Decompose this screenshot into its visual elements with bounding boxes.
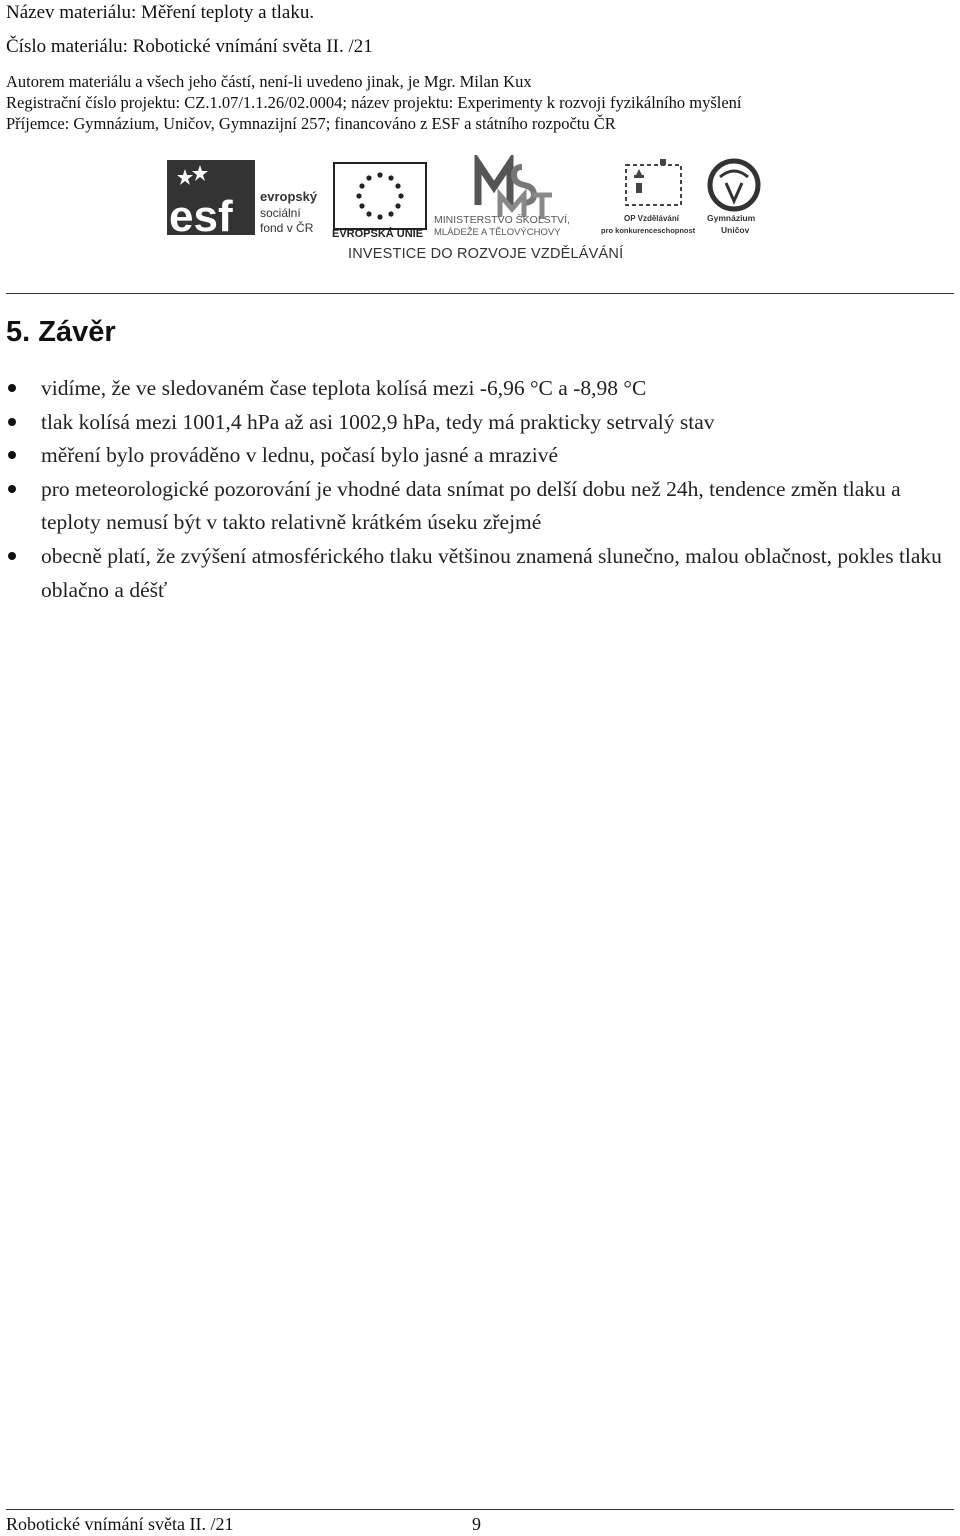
esf-logo bbox=[167, 160, 318, 241]
list-item-text: pro meteorologické pozorování je vhodné data snímat po delší dobu než 24h, tendence změn tlaku a teploty nemusí být v takto relativně krátkém úseku zřejmé bbox=[41, 476, 901, 535]
bullet-icon bbox=[8, 485, 16, 493]
list-item-text: měření bylo prováděno v lednu, počasí bylo jasné a mrazivé bbox=[41, 443, 559, 468]
list-item bbox=[0, 406, 960, 440]
msmt-text-2: MLÁDEŽE A TĚLOVÝCHOVY bbox=[434, 227, 561, 238]
material-name: Název materiálu: Měření teploty a tlaku. bbox=[6, 2, 315, 23]
material-number: Číslo materiálu: Robotické vnímání světa II. /21 bbox=[6, 36, 373, 57]
op-text-2: pro konkurenceschopnost bbox=[601, 226, 696, 235]
gymnazium-logo bbox=[707, 161, 758, 235]
author-line: Autorem materiálu a všech jeho částí, není-li uvedeno jinak, je Mgr. Milan Kux bbox=[6, 72, 532, 91]
eu-text: EVROPSKÁ UNIE bbox=[332, 228, 424, 240]
msmt-logo bbox=[434, 163, 570, 238]
page-number: 9 bbox=[472, 1514, 481, 1534]
bullet-icon bbox=[8, 418, 16, 426]
gym-text-2: Uničov bbox=[721, 225, 750, 235]
esf-text-3: fond v ČR bbox=[260, 221, 314, 235]
logo-caption: INVESTICE DO ROZVOJE VZDĚLÁVÁNÍ bbox=[348, 246, 624, 262]
registration-line: Registrační číslo projektu: CZ.1.07/1.1.26/02.0004; název projektu: Experimenty k rozvoji fyzikálního myšlení bbox=[6, 93, 742, 112]
svg-text:esf: esf bbox=[169, 192, 233, 241]
msmt-text-1: MINISTERSTVO ŠKOLSTVÍ, bbox=[434, 214, 570, 226]
bullet-icon bbox=[8, 451, 16, 459]
esf-text-1: evropský bbox=[260, 189, 318, 204]
section-title: 5. Závěr bbox=[6, 316, 116, 348]
list-item-text: obecně platí, že zvýšení atmosférického tlaku většinou znamená slunečno, malou oblačnost, pokles tlaku oblačno a déšť bbox=[41, 543, 942, 602]
list-item bbox=[0, 540, 960, 607]
conclusion-list bbox=[0, 372, 960, 607]
eu-flag-logo bbox=[332, 163, 426, 240]
list-item-text: tlak kolísá mezi 1001,4 hPa až asi 1002,9 hPa, tedy má prakticky setrvalý stav bbox=[41, 409, 715, 434]
bullet-icon bbox=[8, 384, 16, 392]
list-item-text: vidíme, že ve sledovaném čase teplota kolísá mezi -6,96 °C a -8,98 °C bbox=[41, 376, 647, 400]
footer-title: Robotické vnímání světa II. /21 bbox=[6, 1514, 234, 1534]
op-vk-logo bbox=[601, 159, 696, 235]
bullet-icon bbox=[8, 552, 16, 560]
list-item bbox=[0, 372, 960, 406]
esf-text-2: sociální bbox=[260, 206, 301, 220]
recipient-line: Příjemce: Gymnázium, Uničov, Gymnazijní 257; financováno z ESF a státního rozpočtu ČR bbox=[6, 114, 616, 133]
header-divider bbox=[6, 293, 954, 294]
list-item bbox=[0, 439, 960, 473]
op-text-1: OP Vzdělávání bbox=[624, 214, 679, 223]
gym-text-1: Gymnázium bbox=[707, 213, 756, 223]
list-item bbox=[0, 473, 960, 540]
footer-divider bbox=[6, 1509, 954, 1510]
